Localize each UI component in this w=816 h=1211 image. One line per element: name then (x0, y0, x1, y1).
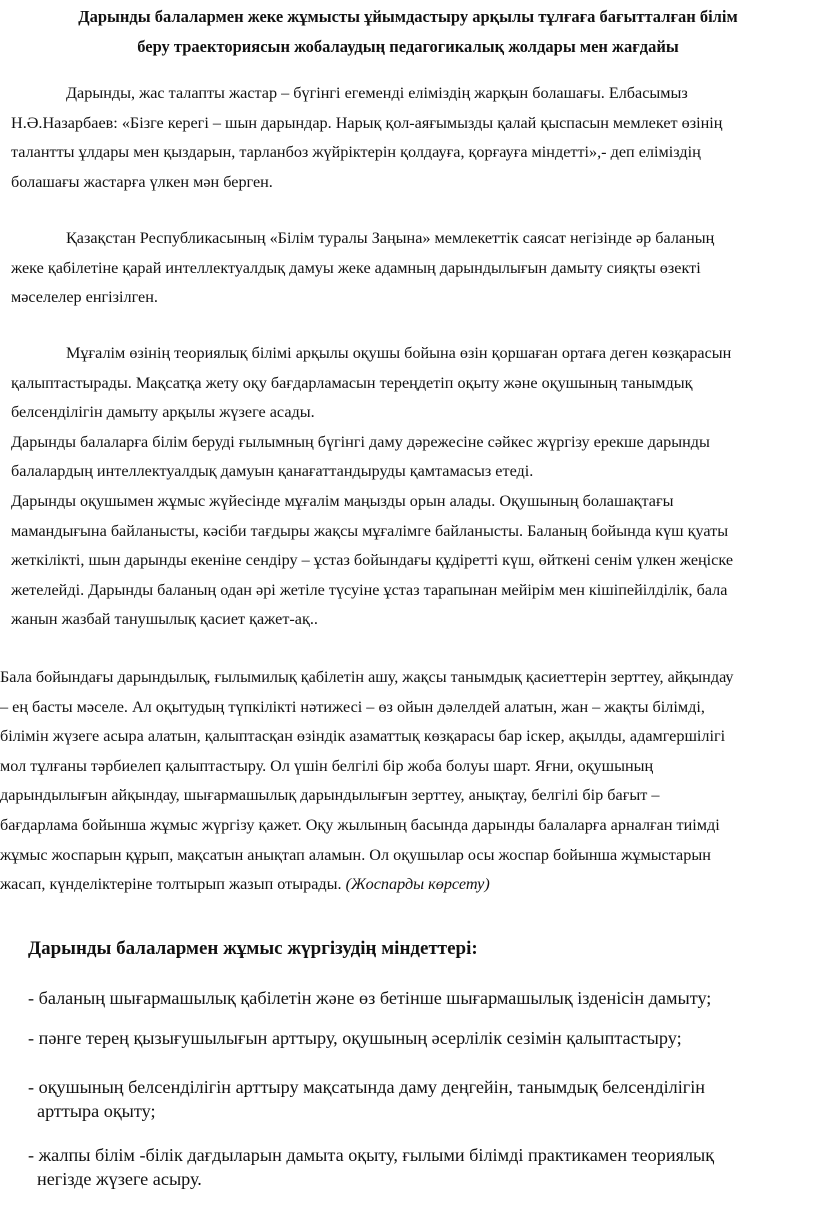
paragraph-1 (11, 79, 722, 197)
text-line: Дарынды оқушымен жұмыс жүйесінде мұғалім маңызды орын алады. Оқушының болашақтағы (11, 491, 674, 510)
task-text: - жалпы білім -білік дағдыларын дамыта оқыту, ғылыми білімді практикамен теориялық (28, 1145, 715, 1165)
plan-note: (Жоспарды көрсету) (345, 875, 490, 894)
task-text-continued: арттыра оқыту; (37, 1101, 156, 1121)
text-line-last-body: жасап, күнделіктеріне толтырып жазып отырады. (0, 875, 342, 894)
task-text: - баланың шығармашылық қабілетін және өз бетінше шығармашылық ізденісін дамыту; (28, 988, 712, 1008)
text-line: Мұғалім өзінің теориялық білімі арқылы оқушы бойына өзін қоршаған ортаға деген көзқарасын (66, 344, 732, 362)
text-line: Дарынды балаларға білім беруді ғылымның бүгінгі даму дәрежесіне сәйкес жүргізу ерекше дарынды (11, 432, 710, 451)
text-line: қалыптастырады. Мақсатқа жету оқу бағдарламасын тереңдетіп оқыту және оқушының танымдық (11, 373, 693, 392)
text-line: – ең басты мәселе. Ал оқытудың түпкілікті нәтижесі – өз ойын дәлелдей алатын, жан – жақты білімді, (0, 697, 705, 716)
task-item-3 (28, 1075, 705, 1123)
text-line: Қазақстан Республикасының «Білім туралы Заңына» мемлекеттік саясат негізінде әр баланың (66, 229, 715, 247)
text-line: жеке қабілетіне қарай интеллектуалдық дамуы жеке адамның дарындылығын дамыту сияқты өзекті (11, 258, 701, 277)
paragraph-4 (0, 663, 734, 900)
text-line: жеткілікті, шын дарынды екеніне сендіру – ұстаз бойындағы құдіретті күш, өйткені сенім үлкен жеңіске (11, 551, 734, 570)
text-line: жетелейді. Дарынды баланың одан әрі жетіле түсуіне ұстаз тарапынан мейірім мен кішіпейілділік, бала (11, 580, 728, 599)
task-item-2 (28, 1026, 682, 1050)
text-line: мамандығына байланысты, кәсіби тағдыры жақсы мұғалімге байланысты. Баланың бойында күш қуаты (11, 521, 729, 540)
document-title (0, 2, 816, 62)
text-line: талантты ұлдары мен қыздарын, тарланбоз жүйріктерін қолдауға, қорғауға міндетті»,- деп еліміздің (11, 143, 701, 162)
text-line: Бала бойындағы дарындылық, ғылымилық қабілетін ашу, жақсы танымдық қасиеттерін зерттеу, айқындау (0, 668, 734, 686)
text-line: дарындылығын айқындау, шығармашылық дарындылығын зерттеу, анықтау, белгілі бір бағыт – (0, 786, 660, 805)
text-line-last (0, 870, 734, 900)
text-line: Дарынды, жас талапты жастар – бүгінгі егеменді еліміздің жарқын болашағы. Елбасымыз (66, 84, 688, 102)
task-text-continued: негізде жүзеге асыру. (37, 1169, 202, 1189)
text-line: білімін жүзеге асыра алатын, қалыптасқан өзіндік азаматтық көзқарасы бар іскер, ақылды, адамгершілігі (0, 727, 726, 746)
title-line-1: Дарынды балалармен жеке жұмысты ұйымдастыру арқылы тұлғаға бағытталған білім (78, 7, 738, 26)
text-line: белсенділігін дамыту арқылы жүзеге асады. (11, 403, 315, 422)
task-text: - оқушының белсенділігін арттыру мақсатында даму деңгейін, танымдық белсенділігін (28, 1077, 706, 1097)
paragraph-3 (11, 339, 733, 635)
paragraph-2 (11, 224, 714, 313)
text-line: жанын жазбай танушылық қасиет қажет-ақ.. (11, 610, 318, 629)
tasks-heading: Дарынды балалармен жұмыс жүргізудің міндеттері: (28, 938, 478, 959)
text-line: бағдарлама бойынша жұмыс жүргізу қажет. Оқу жылының басында дарынды балаларға арналған тиімді (0, 815, 720, 834)
text-line: Н.Ә.Назарбаев: «Бізге керегі – шын дарындар. Нарық қол-аяғымызды қалай қыспасын мемлекет өзінің (11, 113, 723, 132)
text-line: жұмыс жоспарын құрып, мақсатын анықтап аламын. Ол оқушылар осы жоспар бойынша жұмыстарын (0, 845, 711, 864)
task-text: - пәнге терең қызығушылығын арттыру, оқушының әсерлілік сезімін қалыптастыру; (28, 1028, 682, 1048)
task-item-4 (28, 1143, 714, 1191)
text-line: мәселелер енгізілген. (11, 288, 158, 307)
title-line-2: беру траекториясын жобалаудың педагогикалық жолдары мен жағдайы (137, 37, 679, 56)
task-item-1 (28, 986, 711, 1010)
text-line: болашағы жастарға үлкен мән берген. (11, 172, 273, 191)
text-line: балалардың интеллектуалдық дамуын қанағаттандыруды қамтамасыз етеді. (11, 462, 534, 481)
text-line: мол тұлғаны тәрбиелеп қалыптастыру. Ол үшін белгілі бір жоба болуы шарт. Яғни, оқушының (0, 756, 654, 775)
